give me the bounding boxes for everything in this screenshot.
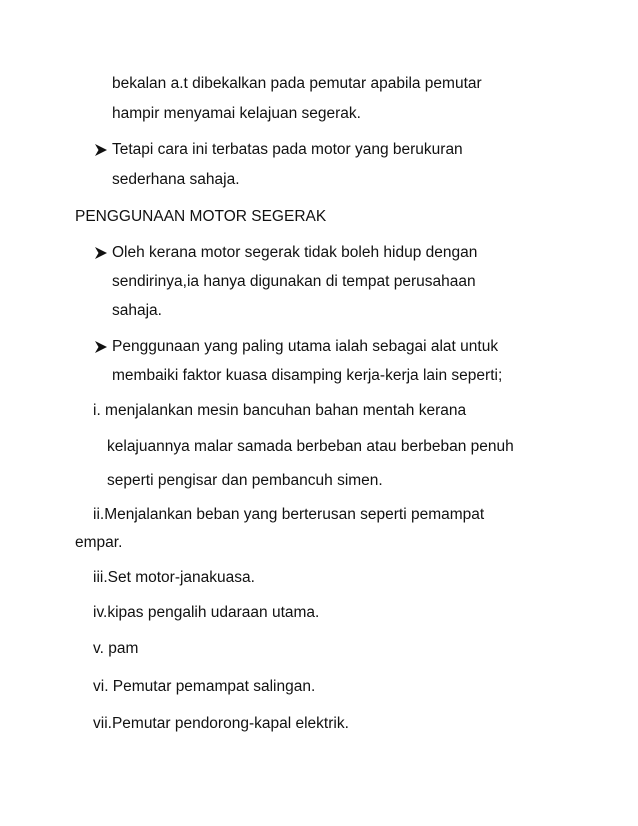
bullet-2-line-1: Oleh kerana motor segerak tidak boleh hidup dengan — [112, 244, 478, 261]
item-i-line-3: seperti pengisar dan pembancuh simen. — [107, 472, 383, 489]
intro-line-1: bekalan a.t dibekalkan pada pemutar apabila pemutar — [112, 75, 482, 92]
bullet-3-line-1: Penggunaan yang paling utama ialah sebagai alat untuk — [112, 338, 499, 355]
arrow-bullet-icon — [93, 142, 109, 158]
bullet-1-line-1: Tetapi cara ini terbatas pada motor yang berukuran — [112, 141, 463, 158]
item-iii: iii.Set motor-janakuasa. — [93, 569, 255, 586]
item-i-line-1: i. menjalankan mesin bancuhan bahan mentah kerana — [93, 402, 467, 419]
arrow-bullet-icon — [93, 245, 109, 261]
intro-line-2: hampir menyamai kelajuan segerak. — [112, 105, 361, 122]
item-iv: iv.kipas pengalih udaraan utama. — [93, 604, 320, 621]
bullet-2-line-3: sahaja. — [112, 302, 162, 319]
bullet-2-line-2: sendirinya,ia hanya digunakan di tempat perusahaan — [112, 273, 476, 290]
item-ii-line-2: empar. — [75, 534, 123, 551]
item-i-line-2: kelajuannya malar samada berbeban atau berbeban penuh — [107, 438, 514, 455]
bullet-1-line-2: sederhana sahaja. — [112, 171, 240, 188]
arrow-bullet-icon — [93, 339, 109, 355]
section-heading: PENGGUNAAN MOTOR SEGERAK — [75, 208, 327, 225]
item-ii-line-1: ii.Menjalankan beban yang berterusan seperti pemampat — [93, 506, 485, 523]
item-vii: vii.Pemutar pendorong-kapal elektrik. — [93, 715, 349, 732]
item-v: v. pam — [93, 640, 139, 657]
item-vi: vi. Pemutar pemampat salingan. — [93, 678, 316, 695]
bullet-3-line-2: membaiki faktor kuasa disamping kerja-kerja lain seperti; — [112, 367, 503, 384]
